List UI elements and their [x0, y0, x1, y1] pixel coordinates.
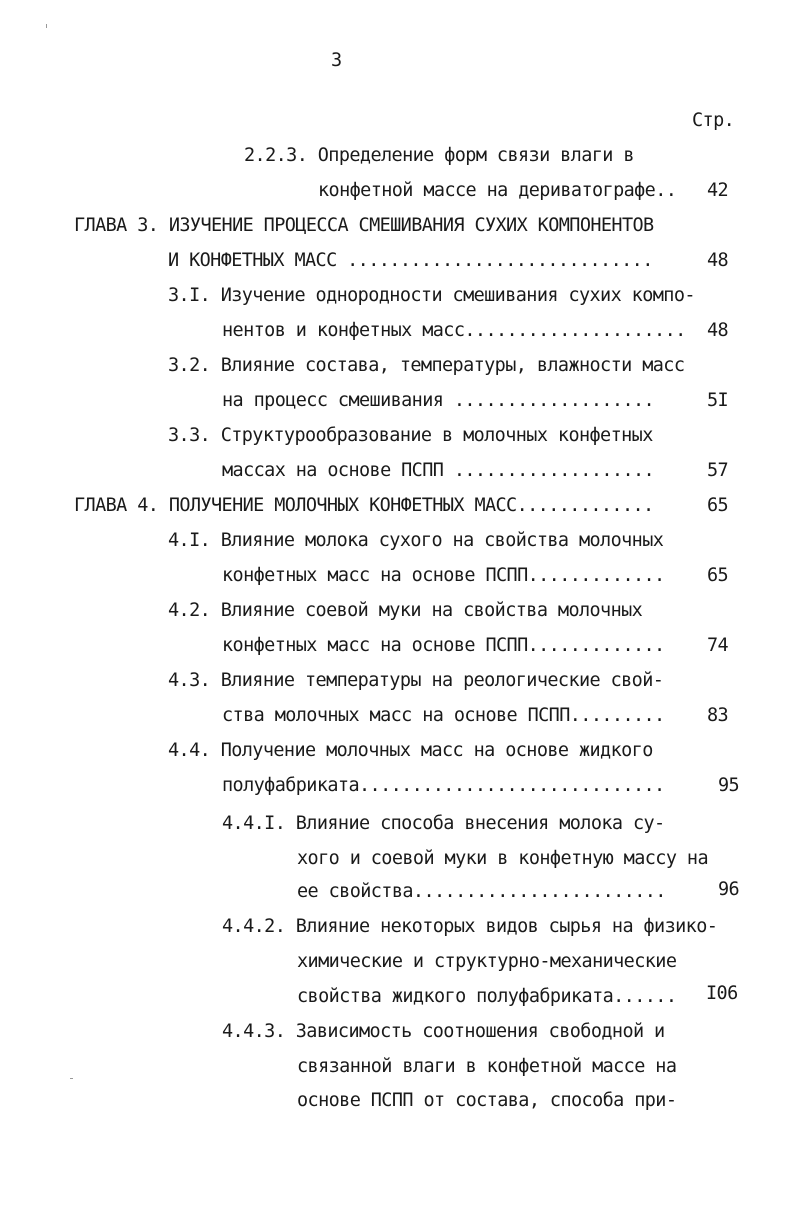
toc-entry-title: 3.2. Влияние состава, температуры, влажности масс — [168, 355, 685, 376]
toc-entry-title: основе ПСПП от состава, способа при- — [297, 1090, 677, 1111]
toc-entry-title: ее свойства........................ — [297, 881, 666, 902]
toc-entry-title: 4.I. Влияние молока сухого на свойства молочных — [168, 530, 664, 551]
toc-page-number: 48 — [707, 250, 729, 271]
toc-entry-title: конфетных масс на основе ПСПП............. — [222, 565, 665, 586]
page-column-header: Стр. — [692, 110, 735, 131]
toc-entry-title: 4.4.I. Влияние способа внесения молока су- — [222, 813, 665, 834]
toc-page-number: 48 — [707, 320, 729, 341]
toc-page-number: 74 — [707, 635, 729, 656]
toc-entry-title: на процесс смешивания ................... — [222, 390, 655, 411]
toc-entry-title: 4.3. Влияние температуры на реологические свой- — [168, 670, 664, 691]
toc-page-number: 65 — [707, 565, 729, 586]
toc-entry-title: хого и соевой муки в конфетную массу на — [297, 848, 708, 869]
toc-entry-title: свойства жидкого полуфабриката...... — [297, 986, 677, 1007]
toc-page-number: 96 — [718, 879, 740, 900]
toc-entry-title: химические и структурно-механические — [297, 951, 677, 972]
toc-page-number: I06 — [706, 983, 738, 1004]
toc-entry-title: 3.3. Структурообразование в молочных конфетных — [168, 425, 653, 446]
toc-page-number: 83 — [707, 705, 729, 726]
toc-entry-title: 4.2. Влияние соевой муки на свойства молочных — [168, 600, 643, 621]
toc-entry-title: 4.4.3. Зависимость соотношения свободной и — [222, 1021, 665, 1042]
toc-chapter-title: ГЛАВА 3. ИЗУЧЕНИЕ ПРОЦЕССА СМЕШИВАНИЯ СУХИХ КОМПОНЕНТОВ — [74, 215, 654, 236]
toc-entry-title: нентов и конфетных масс..................... — [222, 320, 686, 341]
toc-entry-title: 2.2.3. Определение форм связи влаги в — [244, 145, 634, 166]
toc-entry-title: 4.4.2. Влияние некоторых видов сырья на физико- — [222, 916, 718, 937]
toc-entry-title: ства молочных масс на основе ПСПП......... — [222, 705, 665, 726]
toc-page-number: 57 — [707, 460, 729, 481]
scan-speck — [70, 1078, 73, 1079]
toc-entry-title: конфетных масс на основе ПСПП............. — [222, 635, 665, 656]
scan-speck — [46, 24, 47, 28]
toc-page-number: 65 — [707, 495, 729, 516]
page-number: 3 — [331, 50, 342, 71]
toc-page-number: 5I — [707, 390, 729, 411]
toc-entry-title: полуфабриката............................. — [222, 775, 665, 796]
toc-page-number: 95 — [718, 775, 740, 796]
toc-chapter-title: И КОНФЕТНЫХ МАСС ............................. — [168, 250, 653, 271]
toc-entry-title: конфетной массе на дериватографе.. — [318, 180, 677, 201]
toc-entry-title: 3.I. Изучение однородности смешивания сухих компо- — [168, 285, 695, 306]
toc-entry-title: связанной влаги в конфетной массе на — [297, 1056, 677, 1077]
toc-chapter-title: ГЛАВА 4. ПОЛУЧЕНИЕ МОЛОЧНЫХ КОНФЕТНЫХ МАСС............. — [74, 495, 654, 516]
toc-page-number: 42 — [707, 180, 729, 201]
toc-entry-title: массах на основе ПСПП ................... — [222, 460, 655, 481]
toc-entry-title: 4.4. Получение молочных масс на основе жидкого — [168, 740, 653, 761]
